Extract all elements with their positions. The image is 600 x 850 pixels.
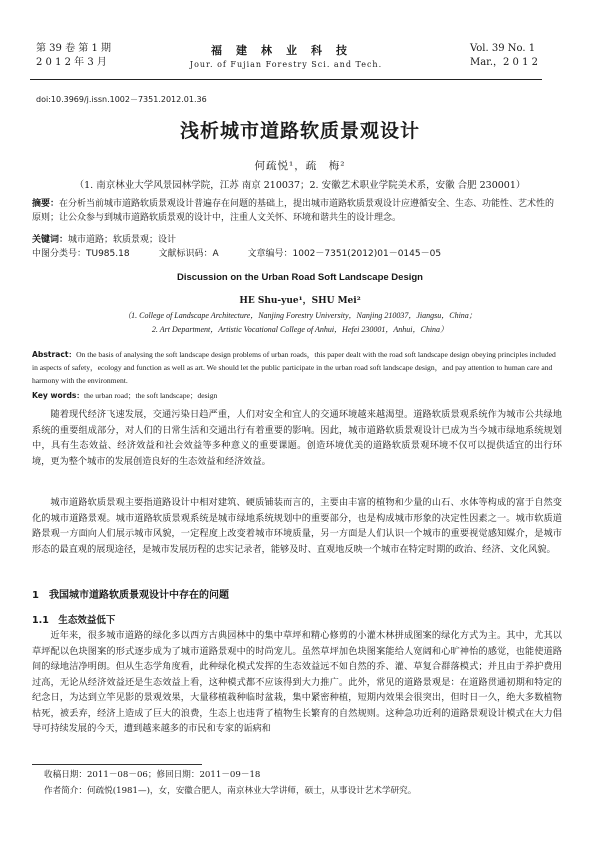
keywords-zh-label: 关键词：: [32, 235, 69, 245]
abstract-zh-text: 在分析当前城市道路软质景观设计普遍存在问题的基础上，提出城市道路软质景观设计应遵循安全、生态、功能性、艺术性的原则；让公众参与到城市道路软质景观的设计中，注重人文关怀、环境和谐共生的设计理念。: [32, 199, 555, 223]
affiliation-en-2: 2. Art Department，Artistic Vocational College of Anhui，Hefei 230001，Anhui，China）: [151, 325, 449, 334]
header-journal: [30, 42, 542, 69]
abstract-en-label: Abstract：: [32, 350, 77, 359]
keywords-zh-text: 城市道路；软质景观；设计: [68, 235, 177, 245]
paragraph-text: 城市道路软质景观主要指道路设计中相对建筑、硬质铺装而言的，主要由丰富的植物和少量的山石、水体等构成的富于自然变化的城市道路景观。城市道路软质景观系统是城市绿地系统规划中的重要部分，也是构成城市形象的决定性因素之一。城市软质道路景观一方面向人们展示城市风貌，一定程度上改变着城市环境质量，另一方面是人们认识一个城市的重要视觉感知媒介，是城市形态的最直观的展现途径，是城市发展历程的忠实记录者，能够及时、直观地反映一个城市在特定时期的政治、经济、文化风貌。: [32, 497, 562, 555]
document-code: 文献标识码：A: [158, 249, 219, 259]
journal-name-en: Jour. of Fujian Forestry Sci. and Tech.: [189, 60, 383, 69]
footnote-author: 作者简介：何疏悦(1981—)，女，安徽合肥人，南京林业大学讲师，硕士，从事设计艺术学研究。: [44, 786, 417, 796]
authors-en: HE Shu-yue¹，SHU Mei²: [239, 296, 361, 306]
running-header: [30, 34, 542, 78]
journal-name-zh: 福建林业科技: [211, 44, 361, 57]
clc-number: 中图分类号：TU985.18: [32, 249, 130, 259]
classification-line: [32, 247, 562, 261]
date-en: Mar.，2 0 1 2: [469, 57, 538, 68]
date-zh: 2 0 1 2 年 3 月: [36, 57, 107, 68]
section-heading-1-1: 1.1 生态效益低下: [32, 615, 116, 626]
abstract-en: [32, 348, 562, 387]
abstract-en-text: On the basis of analysing the soft landscape design problems of urban roads，this paper dealt with the road soft landscape design obeying principles included in aspects of safety，ecology and function as well as art. We should let the public participate in the urban road soft landscape design，and pay attention to human care and harmony with the environment.: [32, 350, 556, 385]
keywords-zh: [32, 233, 562, 247]
volume-issue-zh: 第 39 卷 第 1 期: [36, 43, 111, 54]
keywords-en-label: Key words：: [32, 391, 85, 400]
volume-issue-en: Vol. 39 No. 1: [469, 43, 536, 54]
footnote-dates: 收稿日期：2011－08－06；修回日期：2011－09－18: [44, 770, 261, 780]
title-en: Discussion on the Urban Road Soft Landscape Design: [177, 272, 423, 283]
affiliation-en-1: （1. College of Landscape Architecture，Nanjing Forestry University，Nanjing 210037，Jiangsu，China；: [123, 311, 477, 320]
body-paragraph-1: [32, 407, 562, 469]
section-heading-1: 1 我国城市道路软质景观设计中存在的问题: [32, 590, 229, 601]
affiliation-en: [50, 309, 550, 337]
body-paragraph-3: [32, 628, 562, 737]
footnote-rule: [32, 764, 202, 765]
header-volume-en: [470, 42, 538, 70]
keywords-en-text: the urban road；the soft landscape；design: [84, 391, 218, 400]
body-paragraph-2: [32, 495, 562, 557]
affiliation-zh: （1. 南京林业大学风景园林学院，江苏 南京 210037；2. 安徽艺术职业学院美术系，安徽 合肥 230001）: [74, 180, 526, 191]
keywords-en: [32, 389, 562, 403]
article-number: 文章编号：1002－7351(2012)01－0145－05: [247, 249, 442, 259]
doi: doi:10.3969/j.issn.1002－7351.2012.01.36: [36, 95, 207, 104]
abstract-zh: [32, 197, 562, 225]
title-zh: 浅析城市道路软质景观设计: [179, 120, 420, 142]
abstract-zh-label: 摘要：: [32, 199, 60, 209]
authors-zh: 何疏悦¹，疏 梅²: [254, 160, 346, 172]
paragraph-text: 随着现代经济飞速发展，交通污染日趋严重，人们对安全和宜人的交通环境越来越渴望。道路软质景观系统作为城市公共绿地系统的重要组成部分，对人们的日常生活和交通出行有着重要的影响。因此，城市道路软质景观设计已成为当今城市绿地系统规划中，具有生态效益、经济效益和社会效益等多种意义的重要课题。创造环境优美的道路软质景观环境不仅可以提供适宜的出行环境，更为整个城市的发展创造良好的生态效益和经济效益。: [32, 409, 562, 467]
header-rule: [30, 79, 542, 80]
paragraph-text: 近年来，很多城市道路的绿化多以西方古典园林中的集中草坪和精心修剪的小灌木林拼成图案的绿化方式为主。其中，尤其以草坪配以色块图案的形式逐步成为了城市道路景观中的时尚宠儿。虽然草坪加色块图案能给人宽阔和心旷神怡的感觉，也能使道路间的绿地洁净明朗。但从生态学角度看，此种绿化模式发挥的生态效益远不如自然的乔、灌、草复合群落模式；并且由于养护费用过高，无论从经济效益还是生态效益上看，这种模式都不应该得到大力推广。此外，常见的道路景观是：在道路贯通初期和特定的纪念日，为达到立竿见影的景观效果，大量移植栽种临时盆栽，集中紧密种植，短期内效果会很突出，但时日一久，绝大多数植物枯死，被丢弃，经济上造成了巨大的浪费，生态上也违背了植物生长繁育的自然规则。这种急功近利的道路景观设计模式在大力倡导可持续发展的今天，遭到越来越多的市民和专家的诟病和: [32, 630, 562, 734]
